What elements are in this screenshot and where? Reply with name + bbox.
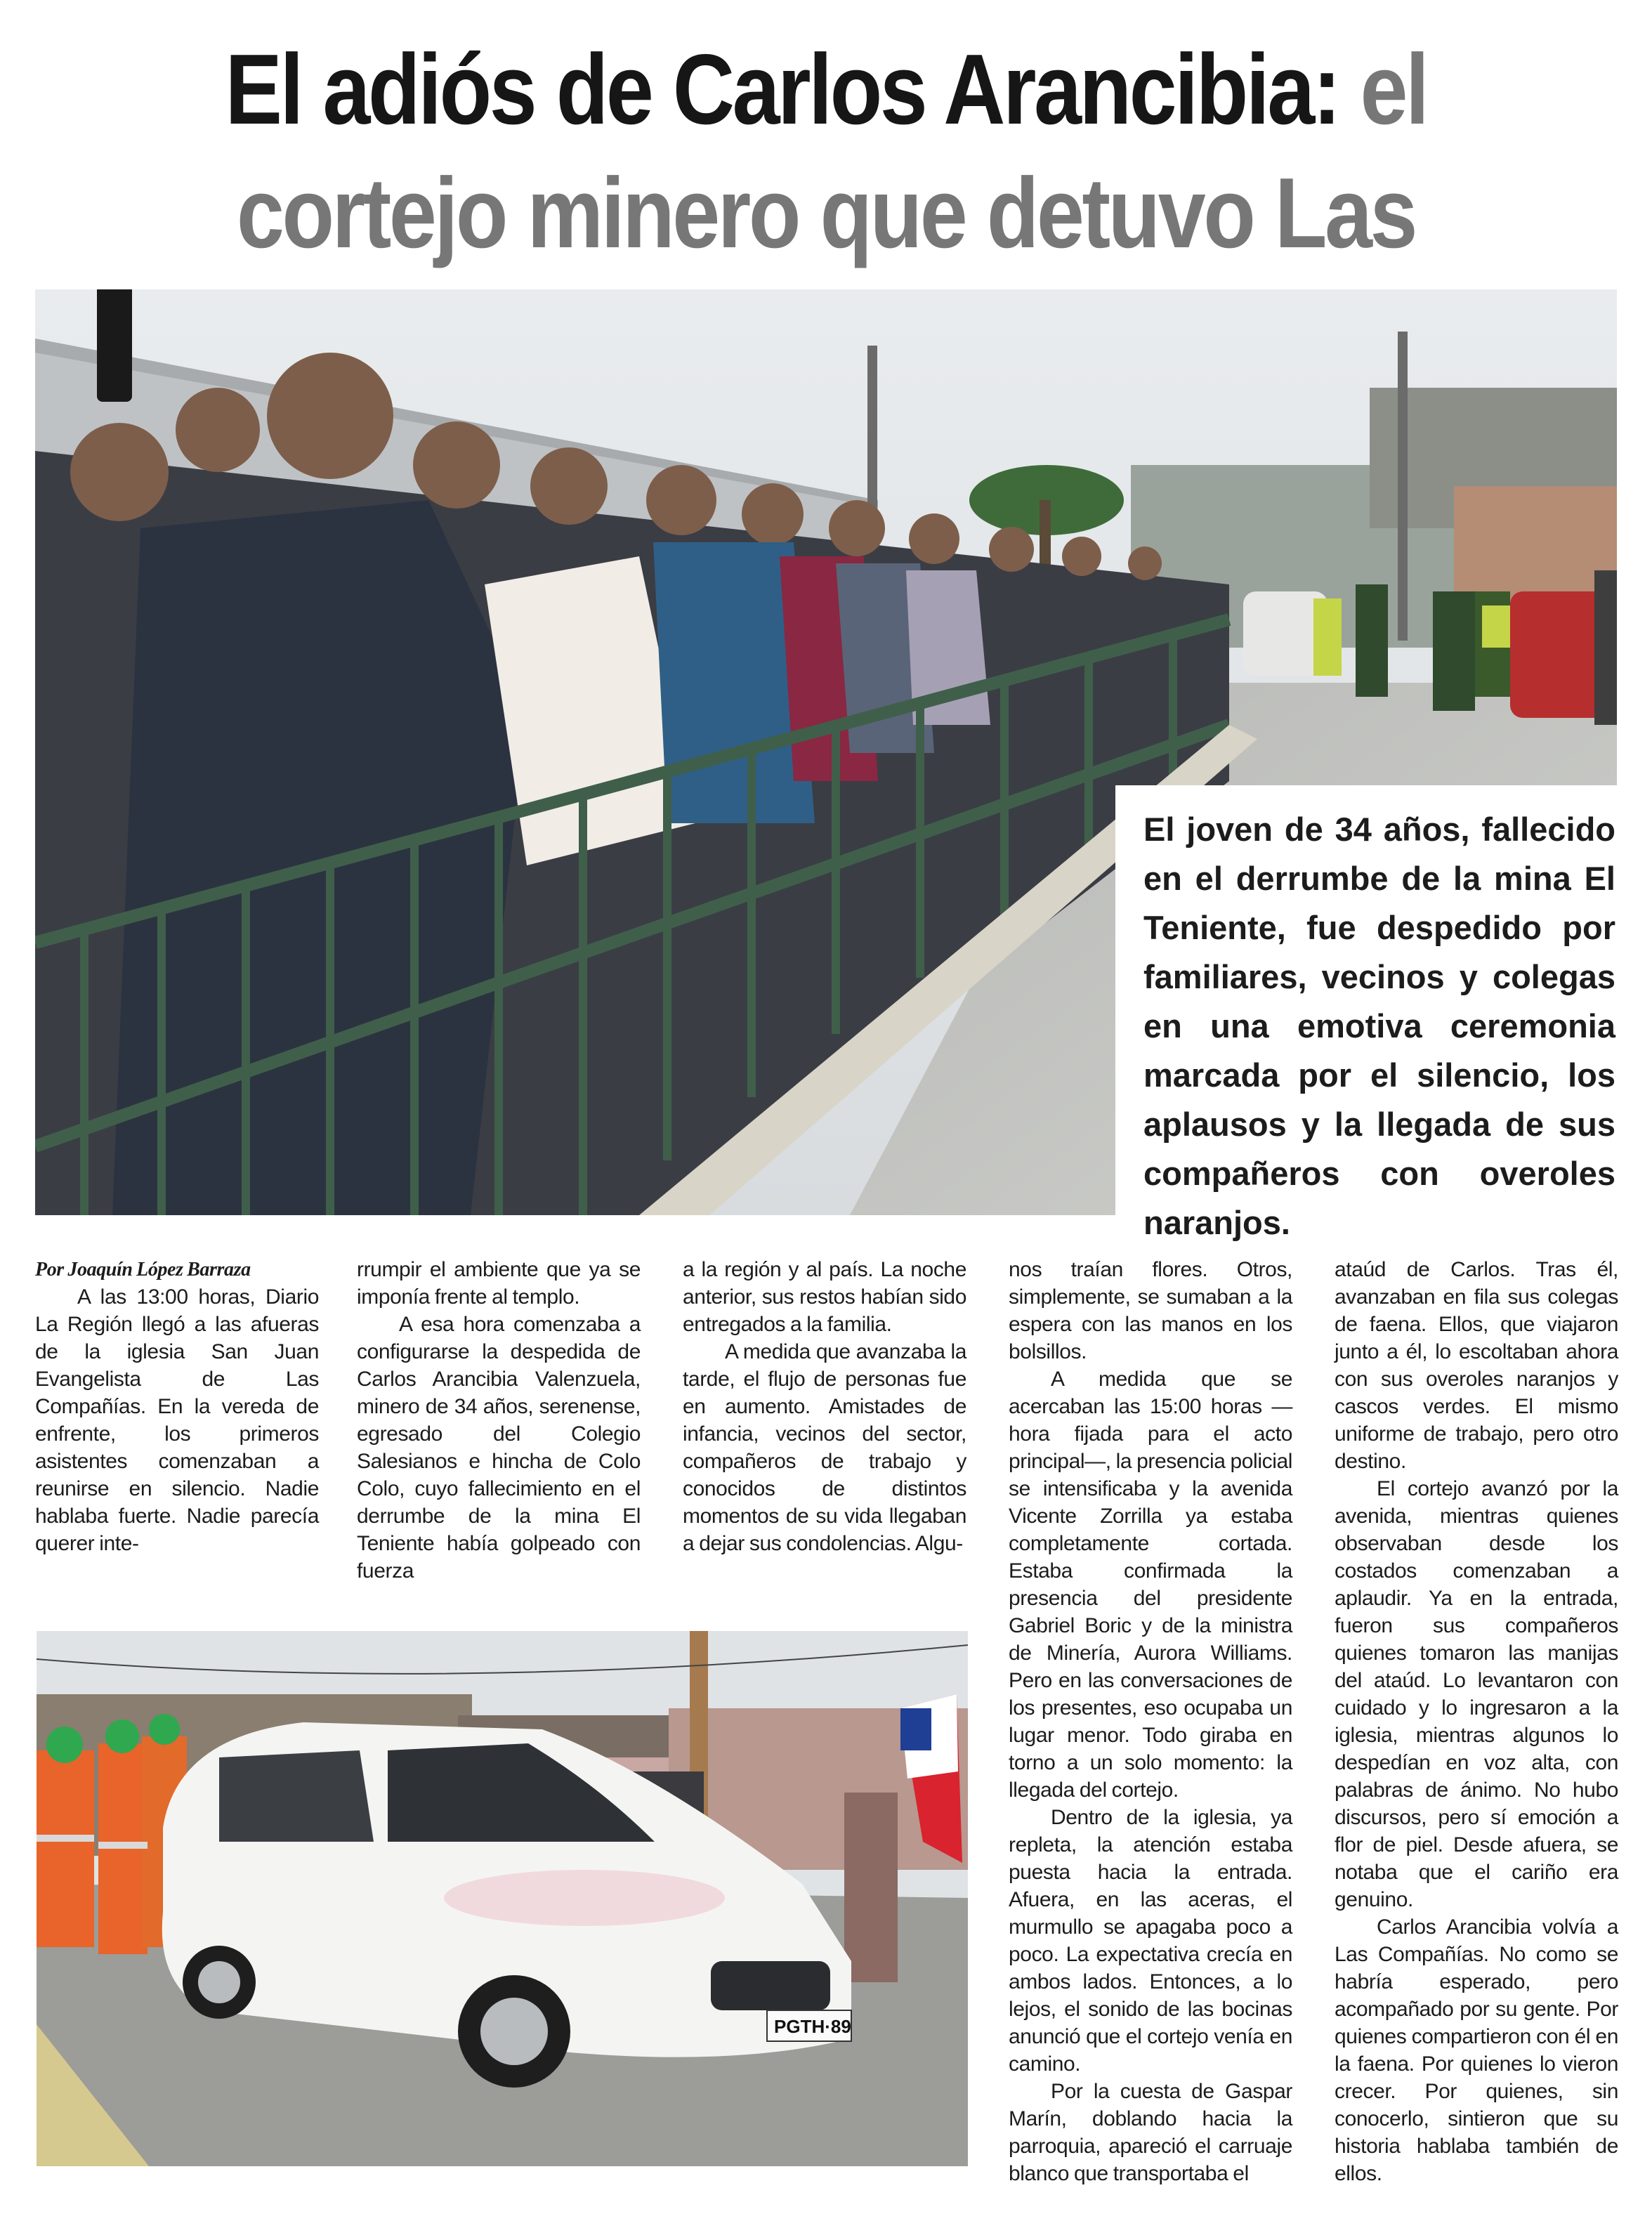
paragraph: A esa hora comenzaba a configurarse la despedida de Carlos Arancibia Valenzuela, minero de 34 años, serenense, egresado del Colegio Salesianos e hincha de Colo Colo, cuyo fallecimiento en el derrumbe de la mina El Teniente había golpeado con fuerza bbox=[357, 1313, 641, 1583]
headline-part-1: El adiós de Carlos Arancibia: bbox=[225, 34, 1339, 145]
paragraph: A medida que se acercaban las 15:00 horas —hora fijada para el acto principal—, la presencia policial se intensificaba y la avenida Vicente Zorrilla ya estaba completamente cortada. Estaba confirmada la presencia del presidente Gabriel Boric y de la ministra de Minería, Aurora Williams. Pero en las conversaciones de los presentes, eso ocupaba un lugar menor. Todo giraba en torno a un solo momento: la llegada del cortejo. bbox=[1009, 1368, 1293, 1802]
paragraph: Carlos Arancibia volvía a Las Compañías. No como se habría esperado, pero acompañado por su gente. Por quienes compartieron con él en la faena. Por quienes lo vieron crecer. Por quienes, sin conocerlo, sintieron que su historia hablaba también de ellos. bbox=[1335, 1915, 1618, 2185]
headline-part-2: el cortejo minero que detuvo Las bbox=[236, 34, 1427, 269]
paragraph: Dentro de la iglesia, ya repleta, la atención estaba puesta hacia la entrada. Afuera, en las aceras, el murmullo se apagaba poco a poco. La expectativa crecía en ambos lados. Entonces, a lo lejos, el sonido de las bocinas anunció que el cortejo venía en camino. bbox=[1009, 1806, 1292, 2076]
license-plate: PGTH·89 bbox=[774, 2016, 851, 2037]
byline: Por Joaquín López Barraza bbox=[35, 1259, 251, 1280]
paragraph: rrumpir el ambiente que ya se imponía frente al templo. bbox=[357, 1258, 641, 1309]
article-column-2 bbox=[357, 1256, 641, 1585]
article-column-3 bbox=[683, 1256, 966, 1557]
paragraph: A las 13:00 horas, Diario La Región llegó a las afueras de la iglesia San Juan Evangelista de Las Compañías. En la vereda de enfrente, los primeros asistentes comenzaban a reunirse en silencio. Nadie hablaba fuerte. Nadie parecía querer inte- bbox=[35, 1285, 319, 1555]
article-column-1 bbox=[35, 1256, 319, 1557]
paragraph: Por la cuesta de Gaspar Marín, doblando hacia la parroquia, apareció el carruaje blanco que transportaba el bbox=[1009, 2080, 1292, 2185]
deck: El joven de 34 años, fallecido en el derrumbe de la mina El Teniente, fue despedido por familiares, vecinos y colegas en una emotiva ceremonia marcada por el silencio, los aplausos y la llegada de sus compañeros con overoles naranjos. bbox=[1143, 811, 1615, 1241]
paragraph: ataúd de Carlos. Tras él, avanzaban en fila sus colegas de faena. Ellos, que viajaron junto a él, lo escoltaban ahora con sus overoles naranjos y cascos verdes. El mismo uniforme de trabajo, pero otro destino. bbox=[1335, 1258, 1618, 1473]
paragraph: A medida que avanzaba la tarde, el flujo de personas fue en aumento. Amistades de infancia, vecinos del sector, compañeros de trabajo y conocidos de distintos momentos de su vida llegaban a dejar sus condolencias. Algu- bbox=[683, 1340, 966, 1555]
article-column-5 bbox=[1335, 1256, 1618, 2187]
photo-hearse-miners bbox=[37, 1631, 968, 2166]
paragraph: a la región y al país. La noche anterior, sus restos habían sido entregados a la familia. bbox=[683, 1258, 966, 1336]
paragraph: El cortejo avanzó por la avenida, mientras quienes observaban desde los costados comenzaban a aplaudir. Ya en la entrada, fueron sus compañeros quienes tomaron las manijas del ataúd. Lo levantaron con cuidado y lo ingresaron a la iglesia, mientras algunos lo despedían en voz alta, con palabras de ánimo. No hubo discursos, pero sí emoción a flor de piel. Desde afuera, se notaba que el cariño era genuino. bbox=[1335, 1477, 1618, 1911]
paragraph: nos traían flores. Otros, simplemente, se sumaban a la espera con las manos en los bolsillos. bbox=[1009, 1258, 1292, 1363]
article-column-4 bbox=[1009, 1256, 1292, 2187]
